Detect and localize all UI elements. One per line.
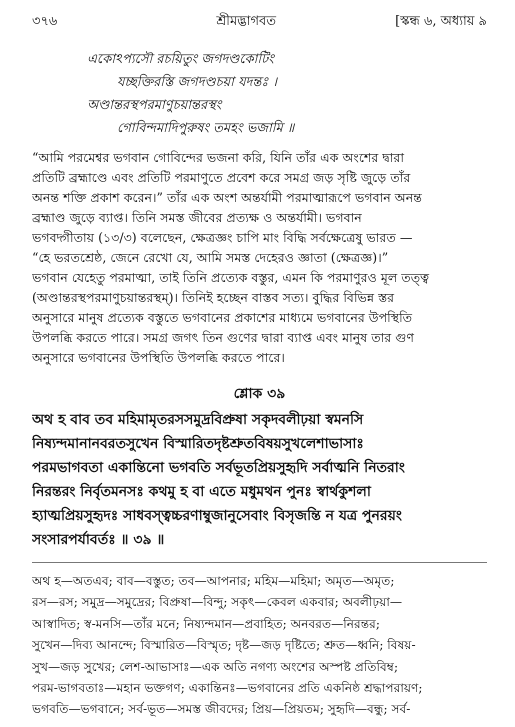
purport-line: অনন্ত শক্তি প্রকাশ করেন।” তাঁর এক অংশ অন্তর্যামী পরমাত্মারূপে ভগবান অনন্ত bbox=[32, 190, 422, 205]
sloka-text bbox=[32, 408, 487, 552]
sloka-line: হ্যাত্মপ্রিয়সুহৃদঃ সাধবস্ত্বচ্চরণাম্বুজানুসেবাং বিসৃজন্তি ন যত্র পুনরয়ং bbox=[32, 508, 402, 524]
synonyms-line: অথ হ—অতএব; বাব—বস্তুত; তব—আপনার; মহিম—মহিমা; অমৃত—অমৃত; bbox=[32, 574, 395, 588]
purport-line: (অণ্ডান্তরস্থপরমাণুচয়ান্তরস্থম্)। তিনিই হচ্ছেন বাস্তব সত্য। বুদ্ধির বিভিন্ন স্তর bbox=[32, 290, 395, 305]
verse-line: যচ্ছক্তিরস্তি জগদণ্ডচয়া যদন্তঃ । bbox=[117, 75, 278, 90]
sloka-line: নিরন্তরং নির্বৃতমনসঃ কথমু হ বা এতে মধুমথন পুনঃ স্বার্থকুশলা bbox=[32, 484, 371, 500]
sloka-line: সংসারপর্যাবর্তঃ ॥ ৩৯ ॥ bbox=[32, 532, 165, 548]
sloka-line: পরমভাগবতা একান্তিনো ভগবতি সর্বভূতপ্রিয়সুহৃদি সর্বাত্মনি নিতরাং bbox=[32, 460, 405, 476]
synonyms-line: ভগবতি—ভগবানে; সর্ব-ভূত—সমস্ত জীবদের; প্রিয়—প্রিয়তম; সুহৃদি—বন্ধু; সর্ব- bbox=[32, 702, 411, 717]
verse-line: অণ্ডান্তরস্থপরমাণুচয়ান্তরস্থং bbox=[87, 98, 222, 113]
sloka-heading: শ্লোক ৩৯ bbox=[233, 386, 286, 402]
synonyms-line: আস্বাদিত; স্ব-মনসি—তাঁর মনে; নিষ্যন্দমান—প্রবাহিত; অনবরত—নিরন্তর; bbox=[32, 616, 380, 631]
synonyms-line: সুখেন—দিব্য আনন্দে; বিস্মারিত—বিস্মৃত; দৃষ্ট—জড় দৃষ্টিতে; শ্রুত—ধ্বনি; বিষয়- bbox=[32, 638, 416, 653]
purport-line: ভগবদ্গীতায় (১৩/৩) বলেছেন, ক্ষেত্রজ্ঞং চাপি মাং বিদ্ধি সর্বক্ষেত্রেষু ভারত — bbox=[32, 230, 413, 245]
page-number: ৩৭৬ bbox=[32, 14, 58, 29]
synonyms-paragraph bbox=[32, 571, 487, 721]
purport-paragraph bbox=[32, 148, 487, 368]
synonyms-line: রস—রস; সমুদ্র—সমুদ্রের; বিপ্রুষা—বিন্দু; সকৃৎ—কেবল একবার; অবলীঢ়য়া— bbox=[32, 595, 403, 610]
purport-line: উপলব্ধি করতে পারে। সমগ্র জগৎ তিন গুণের দ্বারা ব্যাপ্ত এবং মানুষ তার গুণ bbox=[32, 330, 415, 345]
book-title: শ্রীমদ্ভাগবত bbox=[216, 14, 277, 29]
section-reference: [স্কন্ধ ৬, অধ্যায় ৯ bbox=[395, 14, 487, 29]
purport-line: অনুসারে মানুষ প্রত্যেক বস্তুতে ভগবানের প্রকাশের মাধ্যমে ভগবানের উপস্থিতি bbox=[32, 310, 413, 325]
page-header bbox=[32, 0, 487, 34]
purport-line: প্রতিটি ব্রহ্মাণ্ডে এবং প্রতিটি পরমাণুতে প্রবেশ করে সমগ্র জড় সৃষ্টি জুড়ে তাঁর bbox=[32, 170, 411, 185]
verse-line: একোঽপ্যসৌ রচয়িতুং জগদণ্ডকোটিং bbox=[87, 52, 274, 67]
quoted-verse bbox=[32, 48, 487, 140]
purport-line: “হে ভরতশ্রেষ্ঠ, জেনে রেখো যে, আমি সমস্ত দেহেরও জ্ঞাতা (ক্ষেত্রজ্ঞ)।” bbox=[32, 250, 389, 265]
purport-line: অনুসারে ভগবানের উপস্থিতি উপলব্ধি করতে পারে। bbox=[32, 350, 285, 365]
sloka-line: অথ হ বাব তব মহিমামৃতরসসমুদ্রবিপ্রুষা সকৃদবলীঢ়য়া স্বমনসি bbox=[32, 412, 364, 428]
sloka-line: নিষ্যন্দমানানবরতসুখেন বিস্মারিতদৃষ্টশ্রুতবিষয়সুখলেশাভাসাঃ bbox=[32, 436, 364, 452]
purport-line: “আমি পরমেশ্বর ভগবান গোবিন্দের ভজনা করি, যিনি তাঁর এক অংশের দ্বারা bbox=[32, 150, 404, 165]
synonyms-line: পরম-ভাগবতাঃ—মহান ভক্তগণ; একান্তিনঃ—ভগবানের প্রতি একনিষ্ঠ শ্রদ্ধাপরায়ণ; bbox=[32, 681, 423, 696]
section-divider bbox=[32, 562, 487, 563]
purport-line: ব্রহ্মাণ্ড জুড়ে ব্যাপ্ত। তিনি সমস্ত জীবের প্রত্যক্ষ ও অন্তর্যামী। ভগবান bbox=[32, 210, 362, 225]
synonyms-line: সুখ—জড় সুখের; লেশ-আভাসাঃ—এক অতি নগণ্য অংশের অস্পষ্ট প্রতিবিম্ব; bbox=[32, 659, 399, 674]
verse-line: গোবিন্দমাদিপুরুষং তমহং ভজামি ॥ bbox=[117, 121, 295, 136]
purport-line: ভগবান যেহেতু পরমাত্মা, তাই তিনি প্রত্যেক বস্তুর, এমন কি পরমাণুরও মূল তত্ত্ব bbox=[32, 270, 430, 285]
